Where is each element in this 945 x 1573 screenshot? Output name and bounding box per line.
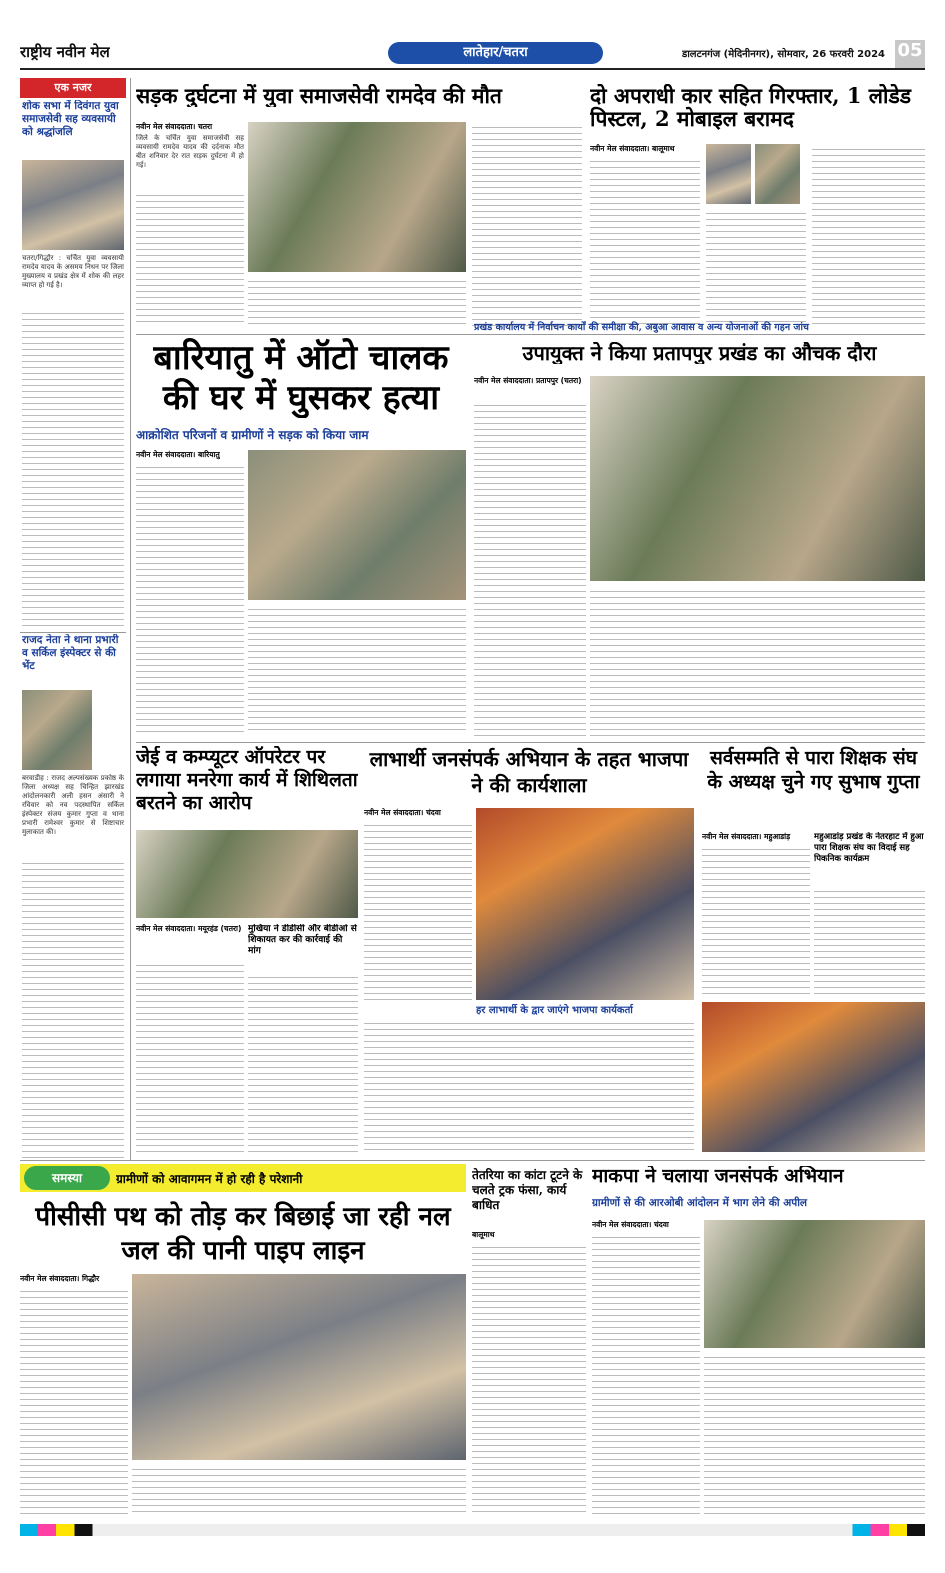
story-photo — [476, 808, 694, 1000]
byline: नवीन मेल संवाददाता। चंदवा — [364, 808, 441, 817]
story-photo — [136, 830, 358, 918]
footer-color-bar — [20, 1524, 925, 1536]
body-text — [472, 122, 582, 326]
headline: बारियातु में ऑटो चालक की घर में घुसकर हत्या — [153, 338, 449, 418]
story-pipeline — [20, 1164, 466, 1520]
story-photo — [590, 376, 925, 581]
body-text — [136, 960, 244, 1152]
story-maakpa — [592, 1164, 925, 1520]
issue-tag: समस्या — [24, 1166, 110, 1190]
body-text — [248, 972, 358, 1152]
divider — [20, 632, 126, 633]
subhead: आक्रोशित परिजनों व ग्रामीणों ने सड़क को किया जाम — [136, 428, 369, 442]
caption: महुआडांड़ प्रखंड के नेतरहाट में हुआ पारा शिक्षक संघ का विदाई सह पिकनिक कार्यक्रम — [814, 832, 924, 864]
headline: माकपा ने चलाया जनसंपर्क अभियान — [592, 1166, 844, 1187]
body-text — [592, 1232, 700, 1516]
body-text — [136, 462, 244, 734]
headline: पीसीसी पथ को तोड़ कर बिछाई जा रही नल जल की पानी पाइप लाइन — [35, 1202, 451, 1266]
story-bariyatu — [136, 338, 466, 738]
ek-nazar-item1-body — [22, 308, 124, 628]
body-text — [474, 400, 586, 736]
paper-name: राष्ट्रीय नवीन मेल — [20, 43, 110, 61]
byline: नवीन मेल संवाददाता। प्रतापपुर (चतरा) — [474, 376, 582, 385]
byline: नवीन मेल संवाददाता। बालूमाथ — [590, 144, 675, 153]
headline: उपायुक्त ने किया प्रतापपुर प्रखंड का औचक दौरा — [522, 342, 877, 364]
ek-nazar-item2-body — [22, 858, 124, 1158]
story-photo — [248, 122, 466, 272]
ek-nazar-label: एक नजर — [20, 78, 126, 98]
column-rule — [130, 78, 131, 1160]
ek-nazar-item2-title: राजद नेता ने थाना प्रभारी व सर्किल इंस्पेक्टर से की भेंट — [22, 634, 119, 672]
subhead: ग्रामीणों से की आरओबी आंदोलन में भाग लेने की अपील — [592, 1197, 808, 1209]
body-text — [364, 820, 472, 1000]
story-ramdev — [136, 80, 582, 330]
story-photo — [702, 1002, 925, 1152]
body-text — [364, 1018, 694, 1152]
body-text — [706, 208, 806, 326]
story-truck — [472, 1164, 586, 1520]
registration-marks — [20, 1524, 925, 1536]
byline: नवीन मेल संवाददाता। महुआडांड़ — [702, 832, 791, 841]
headline: सर्वसम्मति से पारा शिक्षक संघ के अध्यक्ष चुने गए सुभाष गुप्ता — [707, 747, 920, 793]
accused-photo-2 — [755, 144, 800, 204]
headline: दो अपराधी कार सहित गिरफ्तार, 1 लोडेड पिस्टल, 2 मोबाइल बरामद — [590, 84, 911, 131]
headline: सड़क दुर्घटना में युवा समाजसेवी रामदेव की मौत — [136, 84, 502, 108]
ek-nazar-column — [20, 78, 126, 1160]
story-bjp — [364, 746, 694, 1156]
body-text — [590, 586, 925, 736]
lead: जिले के चर्चित युवा समाजसेवी सह व्यवसायी रामदेव यादव की दर्दनाक मौत बीत शनिवार देर रात सड़क दुर्घटना में हो गई। — [136, 134, 244, 169]
divider — [20, 1160, 925, 1161]
ek-nazar-photo-2 — [22, 690, 92, 770]
byline: नवीन मेल संवाददाता। मयूरहंड (चतरा) — [136, 924, 242, 933]
ek-nazar-item1-lead: चतरा/गिद्धौर : चर्चित युवा व्यवसायी रामदेव यादव के असमय निधन पर जिला मुख्यालय व प्रखंड क्षेत्र में शोक की लहर व्याप्त हो गई है। — [22, 254, 124, 289]
section-name: लातेहार/चतरा — [388, 42, 603, 64]
story-arrest — [590, 80, 925, 330]
caption: मुखिया ने डीडीसी और बीडीओ से शिकायत कर की कार्रवाई की मांग — [248, 924, 357, 956]
story-pratappur — [474, 320, 925, 740]
story-photo — [704, 1220, 925, 1348]
kicker: ग्रामीणों को आवागमन में हो रही है परेशानी — [116, 1172, 303, 1186]
ek-nazar-item1-title: शोक सभा में दिवंगत युवा समाजसेवी सह व्यवसायी को श्रद्धांजलि — [22, 100, 119, 138]
body-text — [702, 844, 810, 994]
accused-photo-1 — [706, 144, 751, 204]
ek-nazar-photo-1 — [22, 160, 124, 250]
divider — [136, 742, 925, 743]
body-text — [136, 190, 244, 326]
headline: लाभार्थी जनसंपर्क अभियान के तहत भाजपा ने की कार्यशाला — [369, 747, 689, 797]
headline: तेतरिया का कांटा टूटने के चलते ट्रक फंसा, कार्य बाधित — [472, 1168, 583, 1212]
caption: हर लाभार्थी के द्वार जाएंगे भाजपा कार्यकर्ता — [476, 1005, 633, 1016]
body-text — [590, 156, 700, 326]
body-text — [704, 1352, 925, 1516]
body-text — [814, 886, 925, 994]
kicker: प्रखंड कार्यालय में निर्वाचन कार्यों की समीक्षा की, अबुआ आवास व अन्य योजनाओं की गहन जांच — [474, 322, 809, 333]
body-text — [248, 604, 466, 734]
byline: बालूमाथ — [472, 1230, 495, 1239]
masthead — [20, 40, 925, 70]
byline: नवीन मेल संवाददाता। चतरा — [136, 122, 213, 131]
story-photo — [132, 1274, 466, 1460]
byline: नवीन मेल संवाददाता। चंदवा — [592, 1220, 669, 1229]
body-text — [248, 276, 466, 326]
byline: नवीन मेल संवाददाता। बारियातु — [136, 450, 220, 459]
body-text — [812, 144, 925, 326]
ek-nazar-item2-lead: बरवाडीह : राजद अल्पसंख्यक प्रकोष्ठ के जिला अध्यक्ष सह चिन्हित झारखंड आंदोलनकारी अली हसन अंसारी ने रविवार को नव पदस्थापित सर्किल इंस्पेक्टर संजय कुमार गुप्ता व थाना प्रभारी रामेश्वर कुमार से शिष्टाचार मुलाकात की। — [22, 774, 124, 836]
body-text — [472, 1242, 586, 1516]
byline: नवीन मेल संवाददाता। गिद्धौर — [20, 1274, 100, 1283]
page-number: 05 — [895, 40, 925, 68]
story-photo — [248, 450, 466, 600]
story-shikshak — [702, 746, 925, 1156]
body-text — [132, 1464, 466, 1516]
dateline: डालटनगंज (मेदिनीनगर), सोमवार, 26 फरवरी 2024 — [681, 49, 885, 60]
story-manrega — [136, 746, 358, 1156]
headline: जेई व कम्प्यूटर ऑपरेटर पर लगाया मनरेगा कार्य में शिथिलता बरतने का आरोप — [136, 746, 358, 814]
body-text — [20, 1286, 128, 1516]
